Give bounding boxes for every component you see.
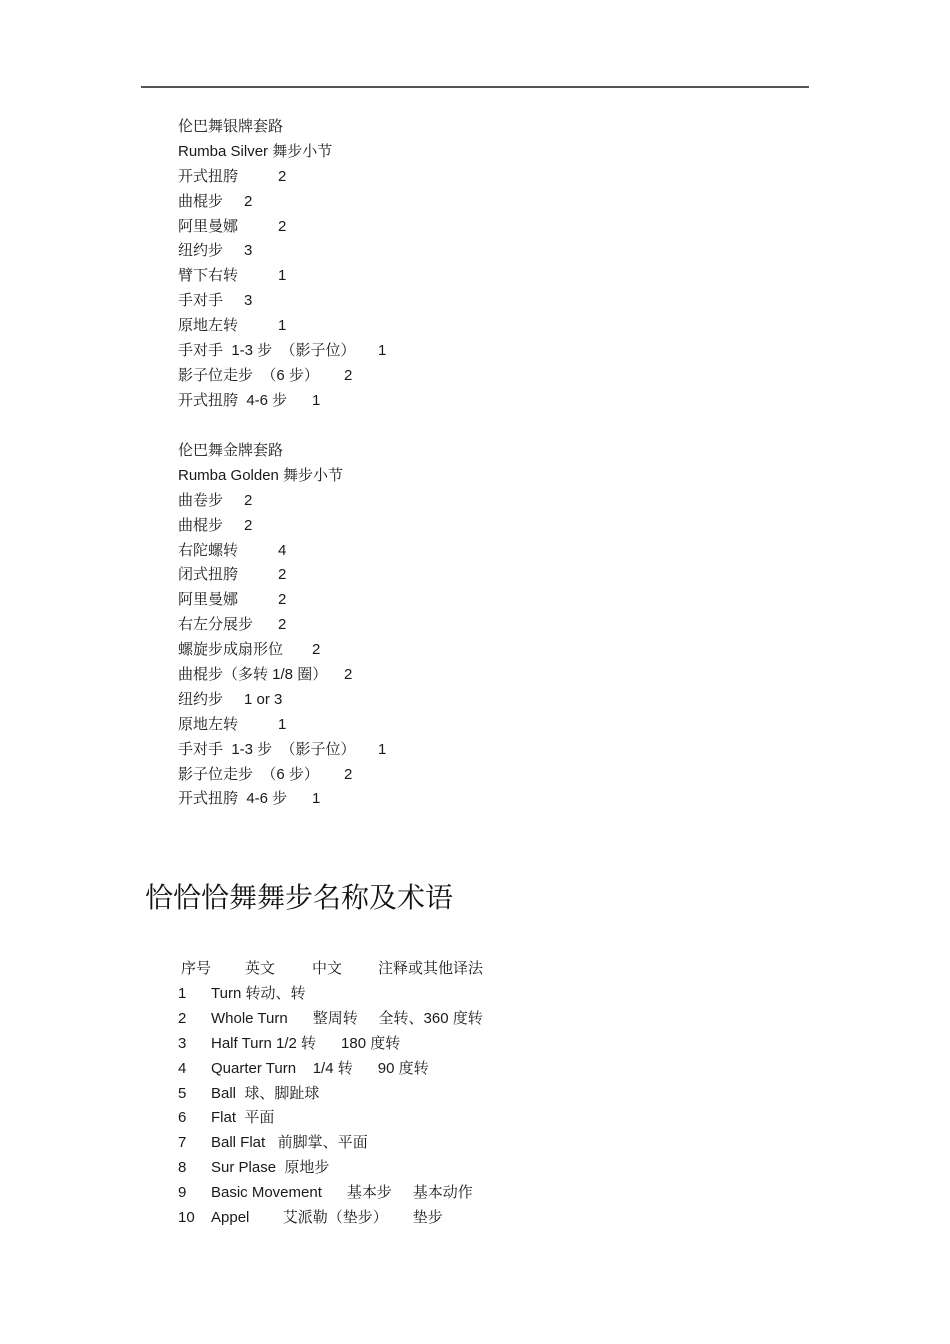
step-row — [178, 339, 578, 364]
silver-subtitle: Rumba Silver 舞步小节 — [178, 142, 333, 160]
step-count: 2 — [244, 491, 253, 509]
step-name: 纽约步 — [178, 690, 224, 708]
step-count: 2 — [244, 192, 253, 210]
step-row — [178, 588, 578, 613]
step-name: 影子位走步 （6 步） — [178, 366, 319, 384]
golden-subtitle: Rumba Golden 舞步小节 — [178, 466, 344, 484]
step-name: 闭式扭胯 — [178, 566, 239, 584]
header-rule — [141, 86, 809, 88]
step-name: 右左分展步 — [178, 616, 254, 634]
step-row — [178, 787, 578, 812]
header-num: 序号 — [181, 960, 212, 977]
term-text: Whole Turn 整周转 全转、360 度转 — [211, 1009, 483, 1027]
step-name: 原地左转 — [178, 715, 239, 733]
step-count: 3 — [244, 292, 253, 310]
step-count: 1 — [312, 790, 321, 808]
step-row — [178, 165, 578, 190]
step-count: 1 — [378, 342, 387, 360]
term-number: 8 — [178, 1159, 187, 1177]
step-count: 2 — [344, 765, 353, 783]
term-text: Ball 球、脚趾球 — [211, 1084, 320, 1102]
step-name: 螺旋步成扇形位 — [178, 641, 284, 659]
term-text: Sur Plase 原地步 — [211, 1159, 330, 1177]
term-row — [178, 982, 678, 1007]
step-row — [178, 688, 578, 713]
step-row — [178, 314, 578, 339]
step-name: 阿里曼娜 — [178, 217, 239, 235]
step-count: 2 — [244, 516, 253, 534]
term-number: 9 — [178, 1184, 187, 1202]
step-count: 2 — [344, 666, 353, 684]
step-row — [178, 663, 578, 688]
term-text: Basic Movement 基本步 基本动作 — [211, 1184, 473, 1202]
step-row — [178, 763, 578, 788]
golden-title: 伦巴舞金牌套路 — [178, 442, 284, 459]
step-count: 1 — [278, 715, 287, 733]
term-row — [178, 1156, 678, 1181]
step-row — [178, 738, 578, 763]
term-row — [178, 1106, 678, 1131]
step-name: 曲卷步 — [178, 491, 224, 509]
step-count: 2 — [278, 591, 287, 609]
step-row — [178, 713, 578, 738]
step-count: 4 — [278, 541, 287, 559]
step-row — [178, 215, 578, 240]
step-name: 右陀螺转 — [178, 541, 239, 559]
header-en: 英文 — [245, 960, 276, 977]
step-count: 2 — [278, 167, 287, 185]
cha-cha-heading: 恰恰恰舞舞步名称及术语 — [145, 881, 454, 914]
term-text: Quarter Turn 1/4 转 90 度转 — [211, 1059, 429, 1077]
step-row — [178, 563, 578, 588]
step-name: 纽约步 — [178, 242, 224, 260]
step-row — [178, 539, 578, 564]
step-count: 2 — [278, 566, 287, 584]
term-row — [178, 1007, 678, 1032]
step-count: 3 — [244, 242, 253, 260]
step-name: 臂下右转 — [178, 267, 239, 285]
step-name: 手对手 1-3 步 （影子位） — [178, 342, 356, 360]
term-number: 10 — [178, 1209, 195, 1227]
term-number: 3 — [178, 1034, 187, 1052]
step-row — [178, 389, 578, 414]
silver-title: 伦巴舞银牌套路 — [178, 118, 284, 135]
step-count: 1 — [378, 740, 387, 758]
step-count: 2 — [344, 366, 353, 384]
step-name: 影子位走步 （6 步） — [178, 765, 319, 783]
step-row — [178, 190, 578, 215]
step-row — [178, 613, 578, 638]
term-row — [178, 1206, 678, 1231]
step-row — [178, 264, 578, 289]
silver-section — [178, 115, 578, 414]
step-name: 开式扭胯 — [178, 167, 239, 185]
step-name: 手对手 1-3 步 （影子位） — [178, 740, 356, 758]
step-count: 1 — [278, 317, 287, 335]
term-text: Flat 平面 — [211, 1109, 275, 1127]
step-row — [178, 489, 578, 514]
term-number: 1 — [178, 985, 187, 1002]
term-row — [178, 1131, 678, 1156]
term-number: 7 — [178, 1134, 187, 1152]
term-number: 2 — [178, 1009, 187, 1027]
term-number: 4 — [178, 1059, 187, 1077]
term-row — [178, 1057, 678, 1082]
term-text: Turn 转动、转 — [211, 985, 306, 1002]
terms-list — [178, 982, 678, 1231]
header-note: 注释或其他译法 — [378, 960, 484, 977]
step-count: 2 — [278, 217, 287, 235]
step-row — [178, 364, 578, 389]
step-name: 曲棍步 — [178, 192, 224, 210]
term-number: 5 — [178, 1084, 187, 1102]
step-name: 开式扭胯 4-6 步 — [178, 391, 288, 409]
step-count: 1 or 3 — [244, 690, 283, 708]
step-row — [178, 514, 578, 539]
term-text: Half Turn 1/2 转 180 度转 — [211, 1034, 401, 1052]
step-count: 2 — [278, 616, 287, 634]
step-count: 2 — [312, 641, 321, 659]
term-row — [178, 1181, 678, 1206]
term-text: Appel 艾派勒（垫步） 垫步 — [211, 1209, 443, 1227]
term-row — [178, 1082, 678, 1107]
step-count: 1 — [312, 391, 321, 409]
term-row — [178, 1032, 678, 1057]
step-name: 原地左转 — [178, 317, 239, 335]
term-number: 6 — [178, 1109, 187, 1127]
golden-section — [178, 439, 578, 812]
terms-header — [181, 957, 581, 982]
step-row — [178, 289, 578, 314]
header-zh: 中文 — [312, 960, 343, 977]
step-name: 曲棍步（多转 1/8 圈） — [178, 666, 328, 684]
step-name: 阿里曼娜 — [178, 591, 239, 609]
term-text: Ball Flat 前脚掌、平面 — [211, 1134, 368, 1152]
step-count: 1 — [278, 267, 287, 285]
step-name: 曲棍步 — [178, 516, 224, 534]
step-name: 手对手 — [178, 292, 224, 310]
step-name: 开式扭胯 4-6 步 — [178, 790, 288, 808]
step-row — [178, 239, 578, 264]
step-row — [178, 638, 578, 663]
